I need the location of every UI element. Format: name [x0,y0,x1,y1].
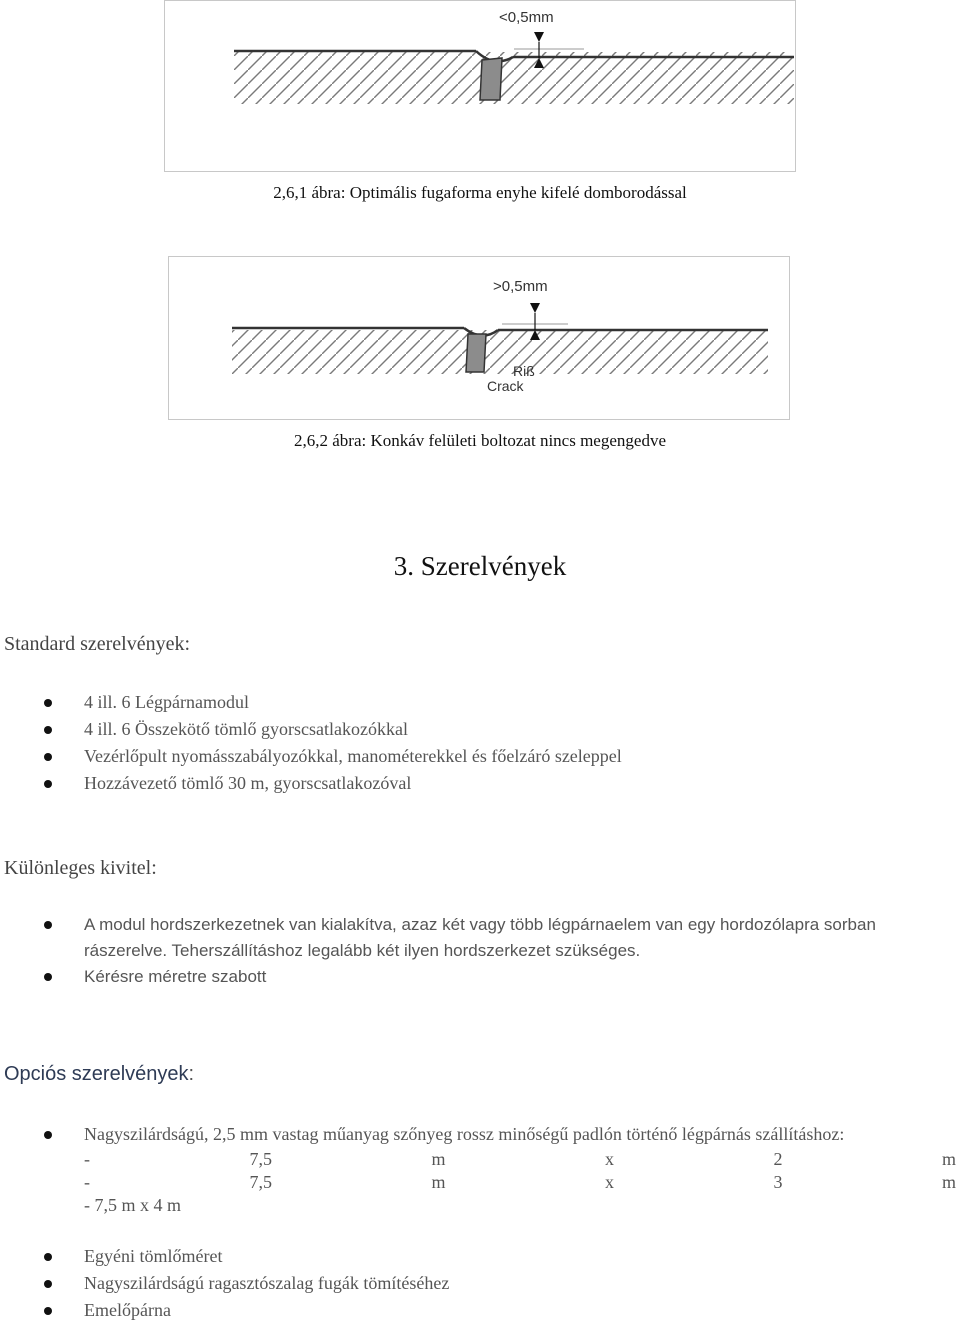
size-token: m [431,1172,446,1192]
list-item: Egyéni tömlőméret [0,1243,449,1270]
standard-heading: Standard szerelvények: [4,633,191,655]
heading-colon: : [188,1063,195,1085]
list-item: Nagyszilárdságú ragasztószalag fugák tömítéséhez [0,1270,449,1297]
size-line [84,1171,956,1194]
size-line: - 7,5 m x 4 m [84,1195,181,1215]
section-title: 3. Szerelvények [393,551,567,581]
crack-label-de: Riß [513,363,535,379]
size-token: - [84,1172,90,1192]
standard-list [0,689,622,797]
special-heading: Különleges kivitel: [4,857,157,879]
size-token: m [431,1149,446,1169]
crack-label-en: Crack [487,378,524,394]
dimension-label: <0,5mm [499,9,554,26]
figure-optimal-joint [164,0,796,172]
list-item: 4 ill. 6 Összekötő tömlő gyorscsatlakozókkal [0,716,622,743]
size-token: m [941,1172,956,1192]
size-token: 3 [773,1172,783,1192]
size-token: 7,5 [249,1149,272,1169]
figure-concave-joint [168,256,790,420]
optional-list-more [0,1243,449,1324]
figure-caption: 2,6,2 ábra: Konkáv felületi boltozat nincs megengedve [294,431,666,450]
list-item: Kérésre méretre szabott [0,964,876,990]
list-item: Emelőpárna [0,1297,449,1324]
list-item: 4 ill. 6 Légpárnamodul [0,689,622,716]
optional-heading-text: Opciós szerelvények [4,1063,189,1085]
list-item-main: Nagyszilárdságú, 2,5 mm vastag műanyag szőnyeg rossz minőségű padlón történő légpárnás szállításhoz: [84,1124,845,1144]
size-token: 2 [773,1149,783,1169]
list-item: Hozzávezető tömlő 30 m, gyorscsatlakozóval [0,770,622,797]
list-item [0,912,876,964]
size-token: x [604,1172,614,1192]
list-item [0,1121,956,1217]
size-token: x [604,1149,614,1169]
joint-diagram-concave [168,256,790,420]
list-item: Vezérlőpult nyomásszabályozókkal, manométerekkel és főelzáró szeleppel [0,743,622,770]
joint-diagram-convex [164,0,796,172]
size-token: - [84,1149,90,1169]
list-item-line: A modul hordszerkezetnek van kialakítva, azaz két vagy több légpárnaelem van egy hordozólapra sorban [84,915,876,934]
list-item-line: rászerelve. Teherszállításhoz legalább két ilyen hordszerkezet szükséges. [84,941,641,960]
optional-list [0,1121,956,1217]
size-line [84,1148,956,1171]
size-token: 7,5 [249,1172,272,1192]
dimension-label: >0,5mm [493,278,548,295]
optional-heading [4,1063,194,1086]
figure-caption: 2,6,1 ábra: Optimális fugaforma enyhe kifelé domborodással [273,183,687,202]
size-token: m [941,1149,956,1169]
special-list [0,912,876,990]
